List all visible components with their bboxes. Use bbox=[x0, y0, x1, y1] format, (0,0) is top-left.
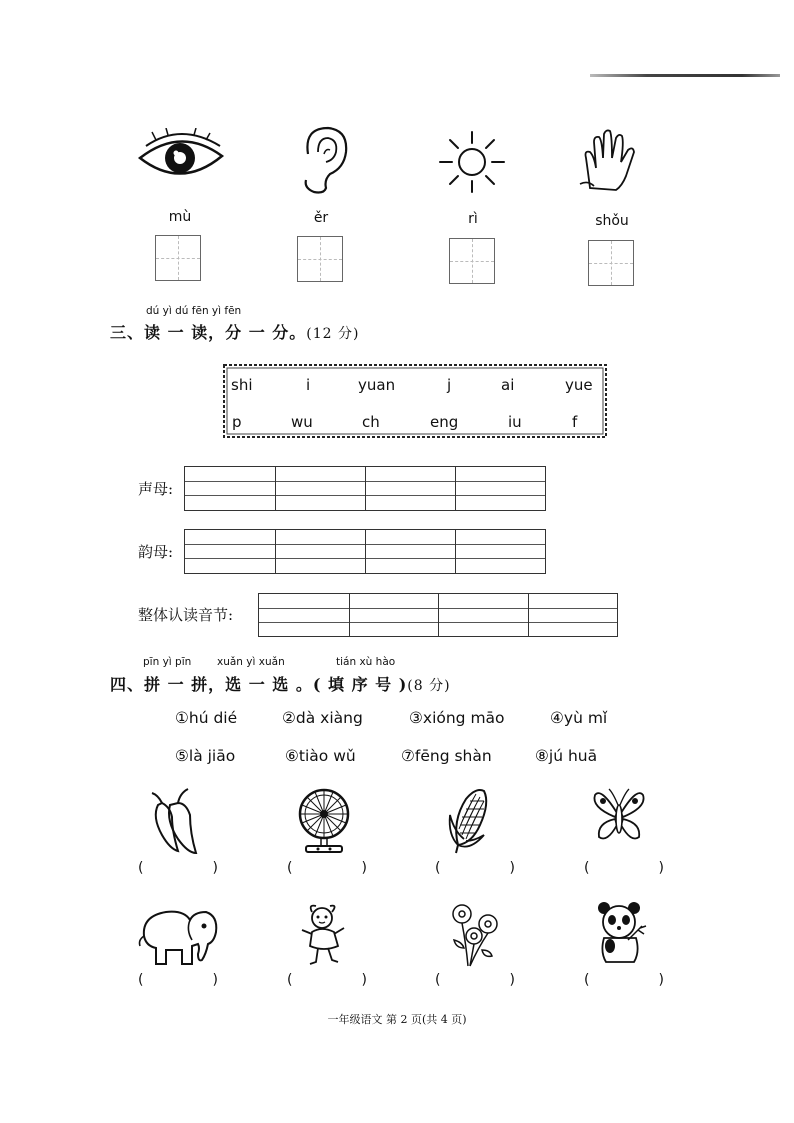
section4-pinyin-2: xuǎn yì xuǎn bbox=[217, 656, 285, 668]
token-iu: iu bbox=[508, 413, 522, 431]
zhengti-cell[interactable] bbox=[259, 594, 350, 637]
paren-open: ( bbox=[584, 860, 590, 876]
yunmu-cell[interactable] bbox=[185, 530, 276, 574]
paren-close: ) bbox=[212, 972, 218, 988]
yunmu-cell[interactable] bbox=[456, 530, 546, 574]
token-p: p bbox=[232, 413, 242, 431]
token-yue: yue bbox=[565, 376, 593, 394]
hand-picture bbox=[578, 128, 644, 196]
yunmu-cell[interactable] bbox=[366, 530, 456, 574]
writing-box-mu[interactable] bbox=[155, 235, 201, 281]
token-yuan: yuan bbox=[358, 376, 396, 394]
pinyin-shou: shǒu bbox=[595, 213, 629, 229]
pinyin-er: ěr bbox=[313, 210, 329, 226]
paren-close: ) bbox=[658, 972, 664, 988]
top-decorative-line bbox=[590, 74, 780, 77]
shengmu-cell[interactable] bbox=[456, 467, 546, 511]
shengmu-answer-grid bbox=[184, 466, 546, 511]
pinyin-ri: rì bbox=[468, 211, 478, 227]
token-f: f bbox=[572, 413, 578, 431]
paren-close: ) bbox=[509, 972, 515, 988]
section3-score: (12 分) bbox=[306, 326, 360, 342]
section4-title-text: 四、拼 一 拼，选 一 选 。( 填 序 号 ) bbox=[110, 675, 408, 694]
label-zhengti-text: 整体认读音节 bbox=[138, 606, 229, 624]
shengmu-cell[interactable] bbox=[366, 467, 456, 511]
token-ch: ch bbox=[362, 413, 380, 431]
paren-open: ( bbox=[435, 860, 441, 876]
paren-close: ) bbox=[361, 860, 367, 876]
fan-picture bbox=[296, 786, 352, 856]
section4-pinyin-3: tián xù hào bbox=[336, 656, 396, 668]
answer-blank-elephant[interactable] bbox=[138, 972, 218, 988]
section4-score: (8 分) bbox=[407, 678, 451, 694]
ear-picture bbox=[296, 124, 352, 196]
paren-open: ( bbox=[584, 972, 590, 988]
answer-blank-butterfly[interactable] bbox=[584, 860, 664, 876]
section3-title-text: 三、读 一 读，分 一 分。 bbox=[110, 323, 307, 342]
paren-close: ) bbox=[509, 860, 515, 876]
section3-pinyin: dú yì dú fēn yì fēn bbox=[146, 305, 242, 317]
answer-blank-corn[interactable] bbox=[435, 860, 515, 876]
dancing-girl-picture bbox=[298, 902, 350, 968]
option-8: ⑧jú huā bbox=[535, 747, 598, 765]
paren-close: ) bbox=[212, 860, 218, 876]
chrysanthemum-picture bbox=[444, 900, 504, 968]
paren-close: ) bbox=[658, 860, 664, 876]
answer-blank-fan[interactable] bbox=[287, 860, 367, 876]
option-6: ⑥tiào wǔ bbox=[285, 747, 356, 765]
answer-blank-chili[interactable] bbox=[138, 860, 218, 876]
writing-box-ri[interactable] bbox=[449, 238, 495, 284]
page-footer: 一年级语文 第 2 页(共 4 页) bbox=[327, 1013, 467, 1026]
option-7: ⑦fēng shàn bbox=[401, 747, 492, 765]
zhengti-answer-grid bbox=[258, 593, 618, 637]
shengmu-cell[interactable] bbox=[185, 467, 276, 511]
option-5: ⑤là jiāo bbox=[175, 747, 236, 765]
butterfly-picture bbox=[589, 785, 649, 847]
token-wu: wu bbox=[291, 413, 313, 431]
paren-open: ( bbox=[287, 972, 293, 988]
section4-title bbox=[110, 672, 451, 695]
label-yunmu: 韵母: bbox=[138, 543, 174, 561]
yunmu-cell[interactable] bbox=[276, 530, 366, 574]
label-shengmu: 声母: bbox=[138, 480, 174, 498]
label-zhengti: 整体认读音节: bbox=[138, 606, 234, 624]
shengmu-cell[interactable] bbox=[276, 467, 366, 511]
zhengti-cell[interactable] bbox=[350, 594, 439, 637]
sun-picture bbox=[436, 128, 508, 196]
option-1: ①hú dié bbox=[175, 709, 238, 727]
token-shi: shi bbox=[231, 376, 253, 394]
option-2: ②dà xiàng bbox=[282, 709, 363, 727]
eye-picture bbox=[136, 128, 226, 188]
chili-pepper-picture bbox=[148, 787, 204, 855]
panda-picture bbox=[594, 900, 650, 966]
label-shengmu-text: 声母 bbox=[138, 480, 169, 498]
token-j: j bbox=[447, 376, 452, 394]
token-ai: ai bbox=[501, 376, 515, 394]
answer-blank-panda[interactable] bbox=[584, 972, 664, 988]
token-i: i bbox=[306, 376, 311, 394]
writing-box-shou[interactable] bbox=[588, 240, 634, 286]
elephant-picture bbox=[136, 902, 222, 968]
paren-close: ) bbox=[361, 972, 367, 988]
zhengti-cell[interactable] bbox=[529, 594, 618, 637]
writing-box-er[interactable] bbox=[297, 236, 343, 282]
zhengti-cell[interactable] bbox=[439, 594, 529, 637]
paren-open: ( bbox=[138, 972, 144, 988]
section3-title bbox=[110, 320, 360, 343]
answer-blank-dance[interactable] bbox=[287, 972, 367, 988]
paren-open: ( bbox=[435, 972, 441, 988]
pinyin-mu: mù bbox=[168, 209, 192, 225]
pinyin-token-box bbox=[221, 362, 609, 440]
section4-pinyin-1: pīn yì pīn bbox=[143, 656, 192, 668]
paren-open: ( bbox=[287, 860, 293, 876]
option-4: ④yù mǐ bbox=[550, 709, 608, 727]
yunmu-answer-grid bbox=[184, 529, 546, 574]
corn-picture bbox=[444, 785, 496, 855]
token-eng: eng bbox=[430, 413, 459, 431]
paren-open: ( bbox=[138, 860, 144, 876]
option-3: ③xióng māo bbox=[409, 709, 505, 727]
label-yunmu-text: 韵母 bbox=[138, 543, 169, 561]
answer-blank-chrysanthemum[interactable] bbox=[435, 972, 515, 988]
